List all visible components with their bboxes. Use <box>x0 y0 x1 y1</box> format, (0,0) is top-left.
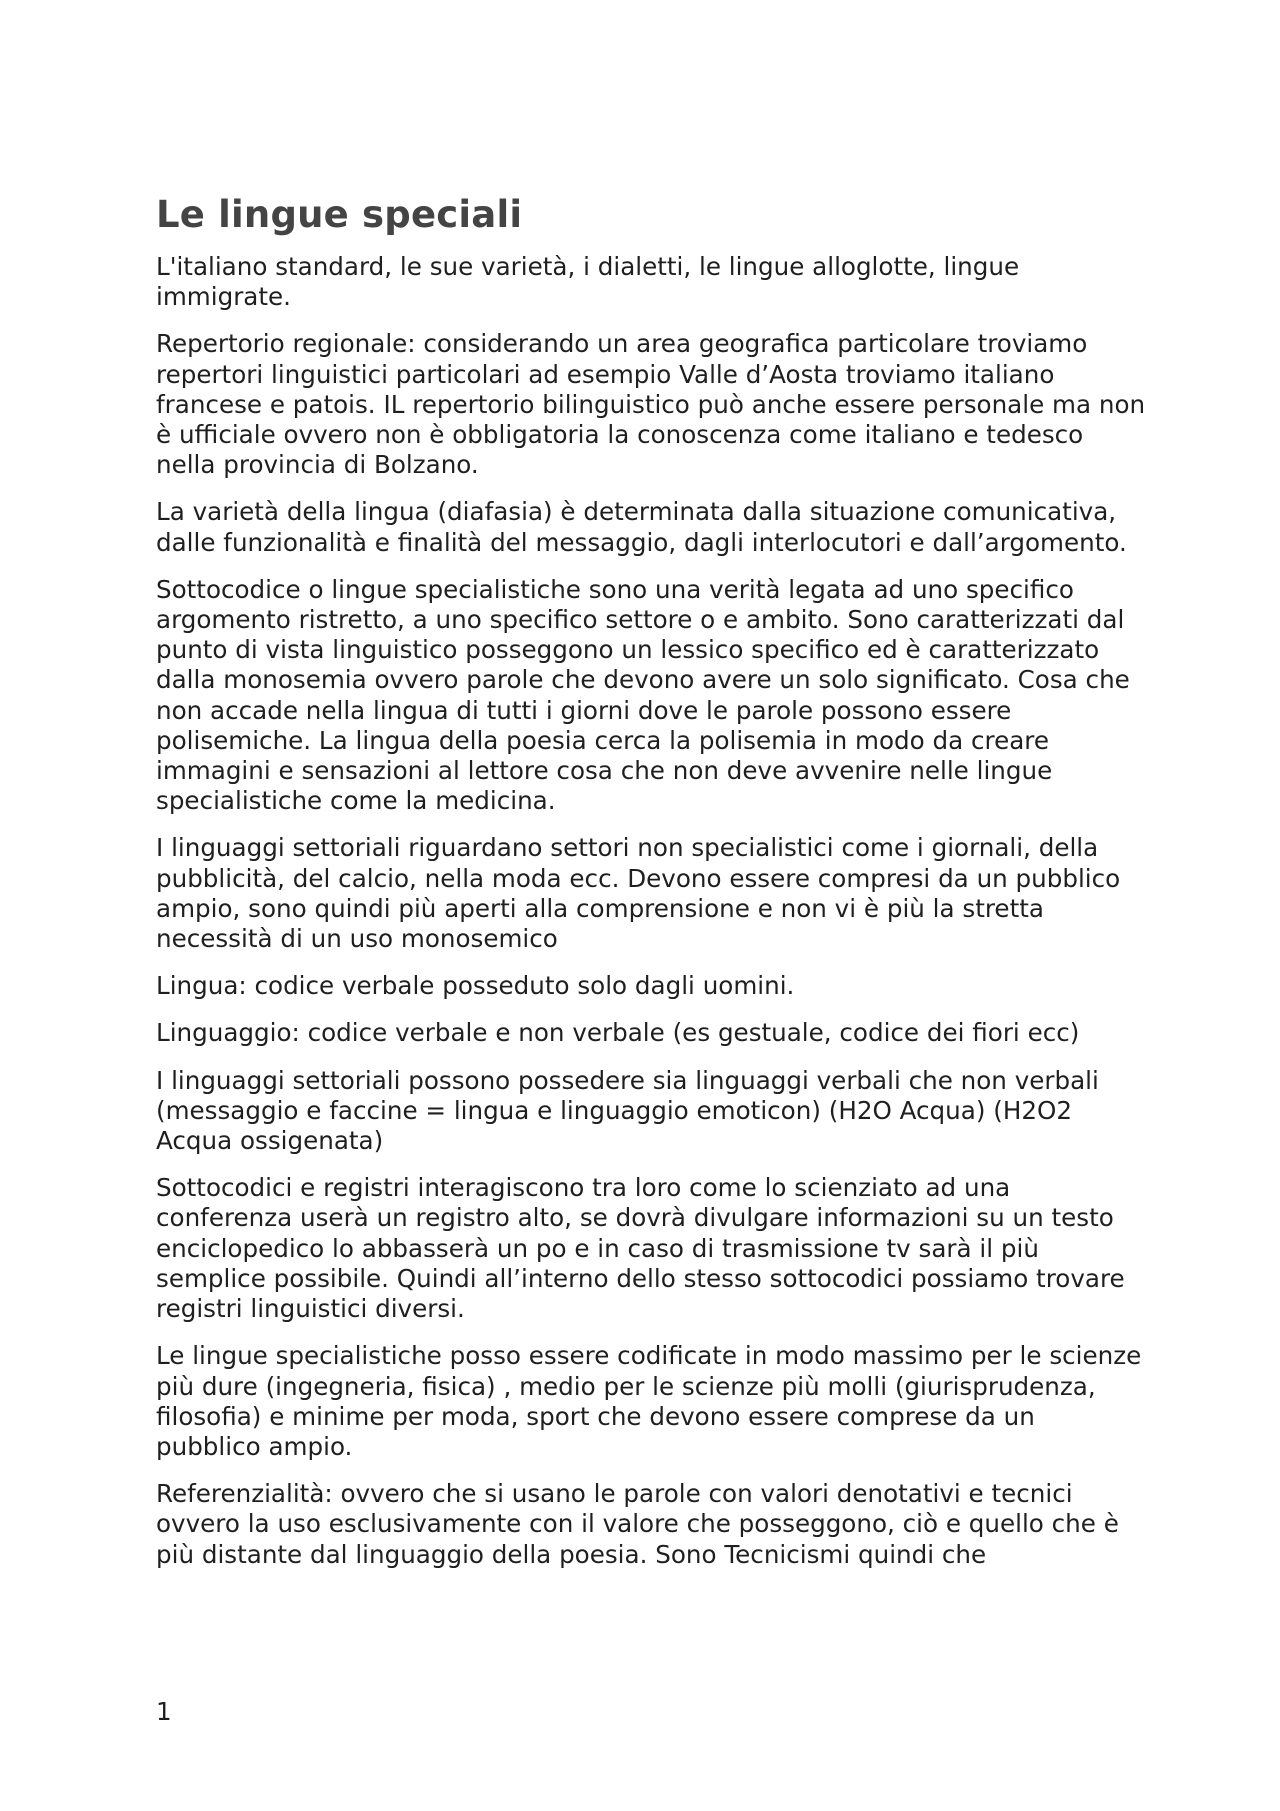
paragraph: La varietà della lingua (diafasia) è determinata dalla situazione comunicativa, dalle funzionalità e finalità del messaggio, dagli interlocutori e dall’argomento. <box>156 497 1127 557</box>
page-number: 1 <box>156 1697 172 1726</box>
paragraph: I linguaggi settoriali riguardano settori non specialistici come i giornali, della pubblicità, del calcio, nella moda ecc. Devono essere compresi da un pubblico ampio, sono quindi più aperti alla comprensione e non vi è più la stretta necessità di un uso monosemico <box>156 833 1121 954</box>
paragraph: Lingua: codice verbale posseduto solo dagli uomini. <box>156 971 795 1001</box>
paragraph: Le lingue specialistiche posso essere codificate in modo massimo per le scienze più dure (ingegneria, fisica) , medio per le scienze più molli (giurisprudenza, filosofia) e minime per moda, sport che devono essere comprese da un pubblico ampio. <box>156 1341 1142 1461</box>
paragraph: Linguaggio: codice verbale e non verbale (es gestuale, codice dei fiori ecc) <box>156 1018 1080 1048</box>
paragraph: Referenzialità: ovvero che si usano le parole con valori denotativi e tecnici ovvero la uso esclusivamente con il valore che posseggono, ciò e quello che è più distante dal linguaggio della poesia. Sono Tecnicismi quindi che <box>156 1479 1119 1569</box>
paragraph: Repertorio regionale: considerando un area geografica particolare troviamo repertori linguistici particolari ad esempio Valle d’Aosta troviamo italiano francese e patois. IL repertorio bilinguistico può anche essere personale ma non è ufficiale ovvero non è obbligatoria la conoscenza come italiano e tedesco nella provincia di Bolzano. <box>156 329 1146 480</box>
document-page <box>156 190 1146 1587</box>
paragraph: L'italiano standard, le sue varietà, i dialetti, le lingue alloglotte, lingue immigrate. <box>156 252 1020 312</box>
paragraph: Sottocodice o lingue specialistiche sono una verità legata ad uno specifico argomento ristretto, a uno specifico settore o e ambito. Sono caratterizzati dal punto di vista linguistico posseggono un lessico specifico ed è caratterizzato dalla monosemia ovvero parole che devono avere un solo significato. Cosa che non accade nella lingua di tutti i giorni dove le parole possono essere polisemiche. La lingua della poesia cerca la polisemia in modo da creare immagini e sensazioni al lettore cosa che non deve avvenire nelle lingue specialistiche come la medicina. <box>156 574 1130 816</box>
paragraph: I linguaggi settoriali possono possedere sia linguaggi verbali che non verbali (messaggio e faccine = lingua e linguaggio emoticon) (H2O Acqua) (H2O2 Acqua ossigenata) <box>156 1065 1099 1156</box>
paragraph: Sottocodici e registri interagiscono tra loro come lo scienziato ad una conferenza userà un registro alto, se dovrà divulgare informazioni su un testo enciclopedico lo abbasserà un po e in caso di trasmissione tv sarà il più semplice possibile. Quindi all’interno dello stesso sottocodici possiamo trovare registri linguistici diversi. <box>156 1173 1125 1324</box>
document-title: Le lingue speciali <box>156 193 523 236</box>
